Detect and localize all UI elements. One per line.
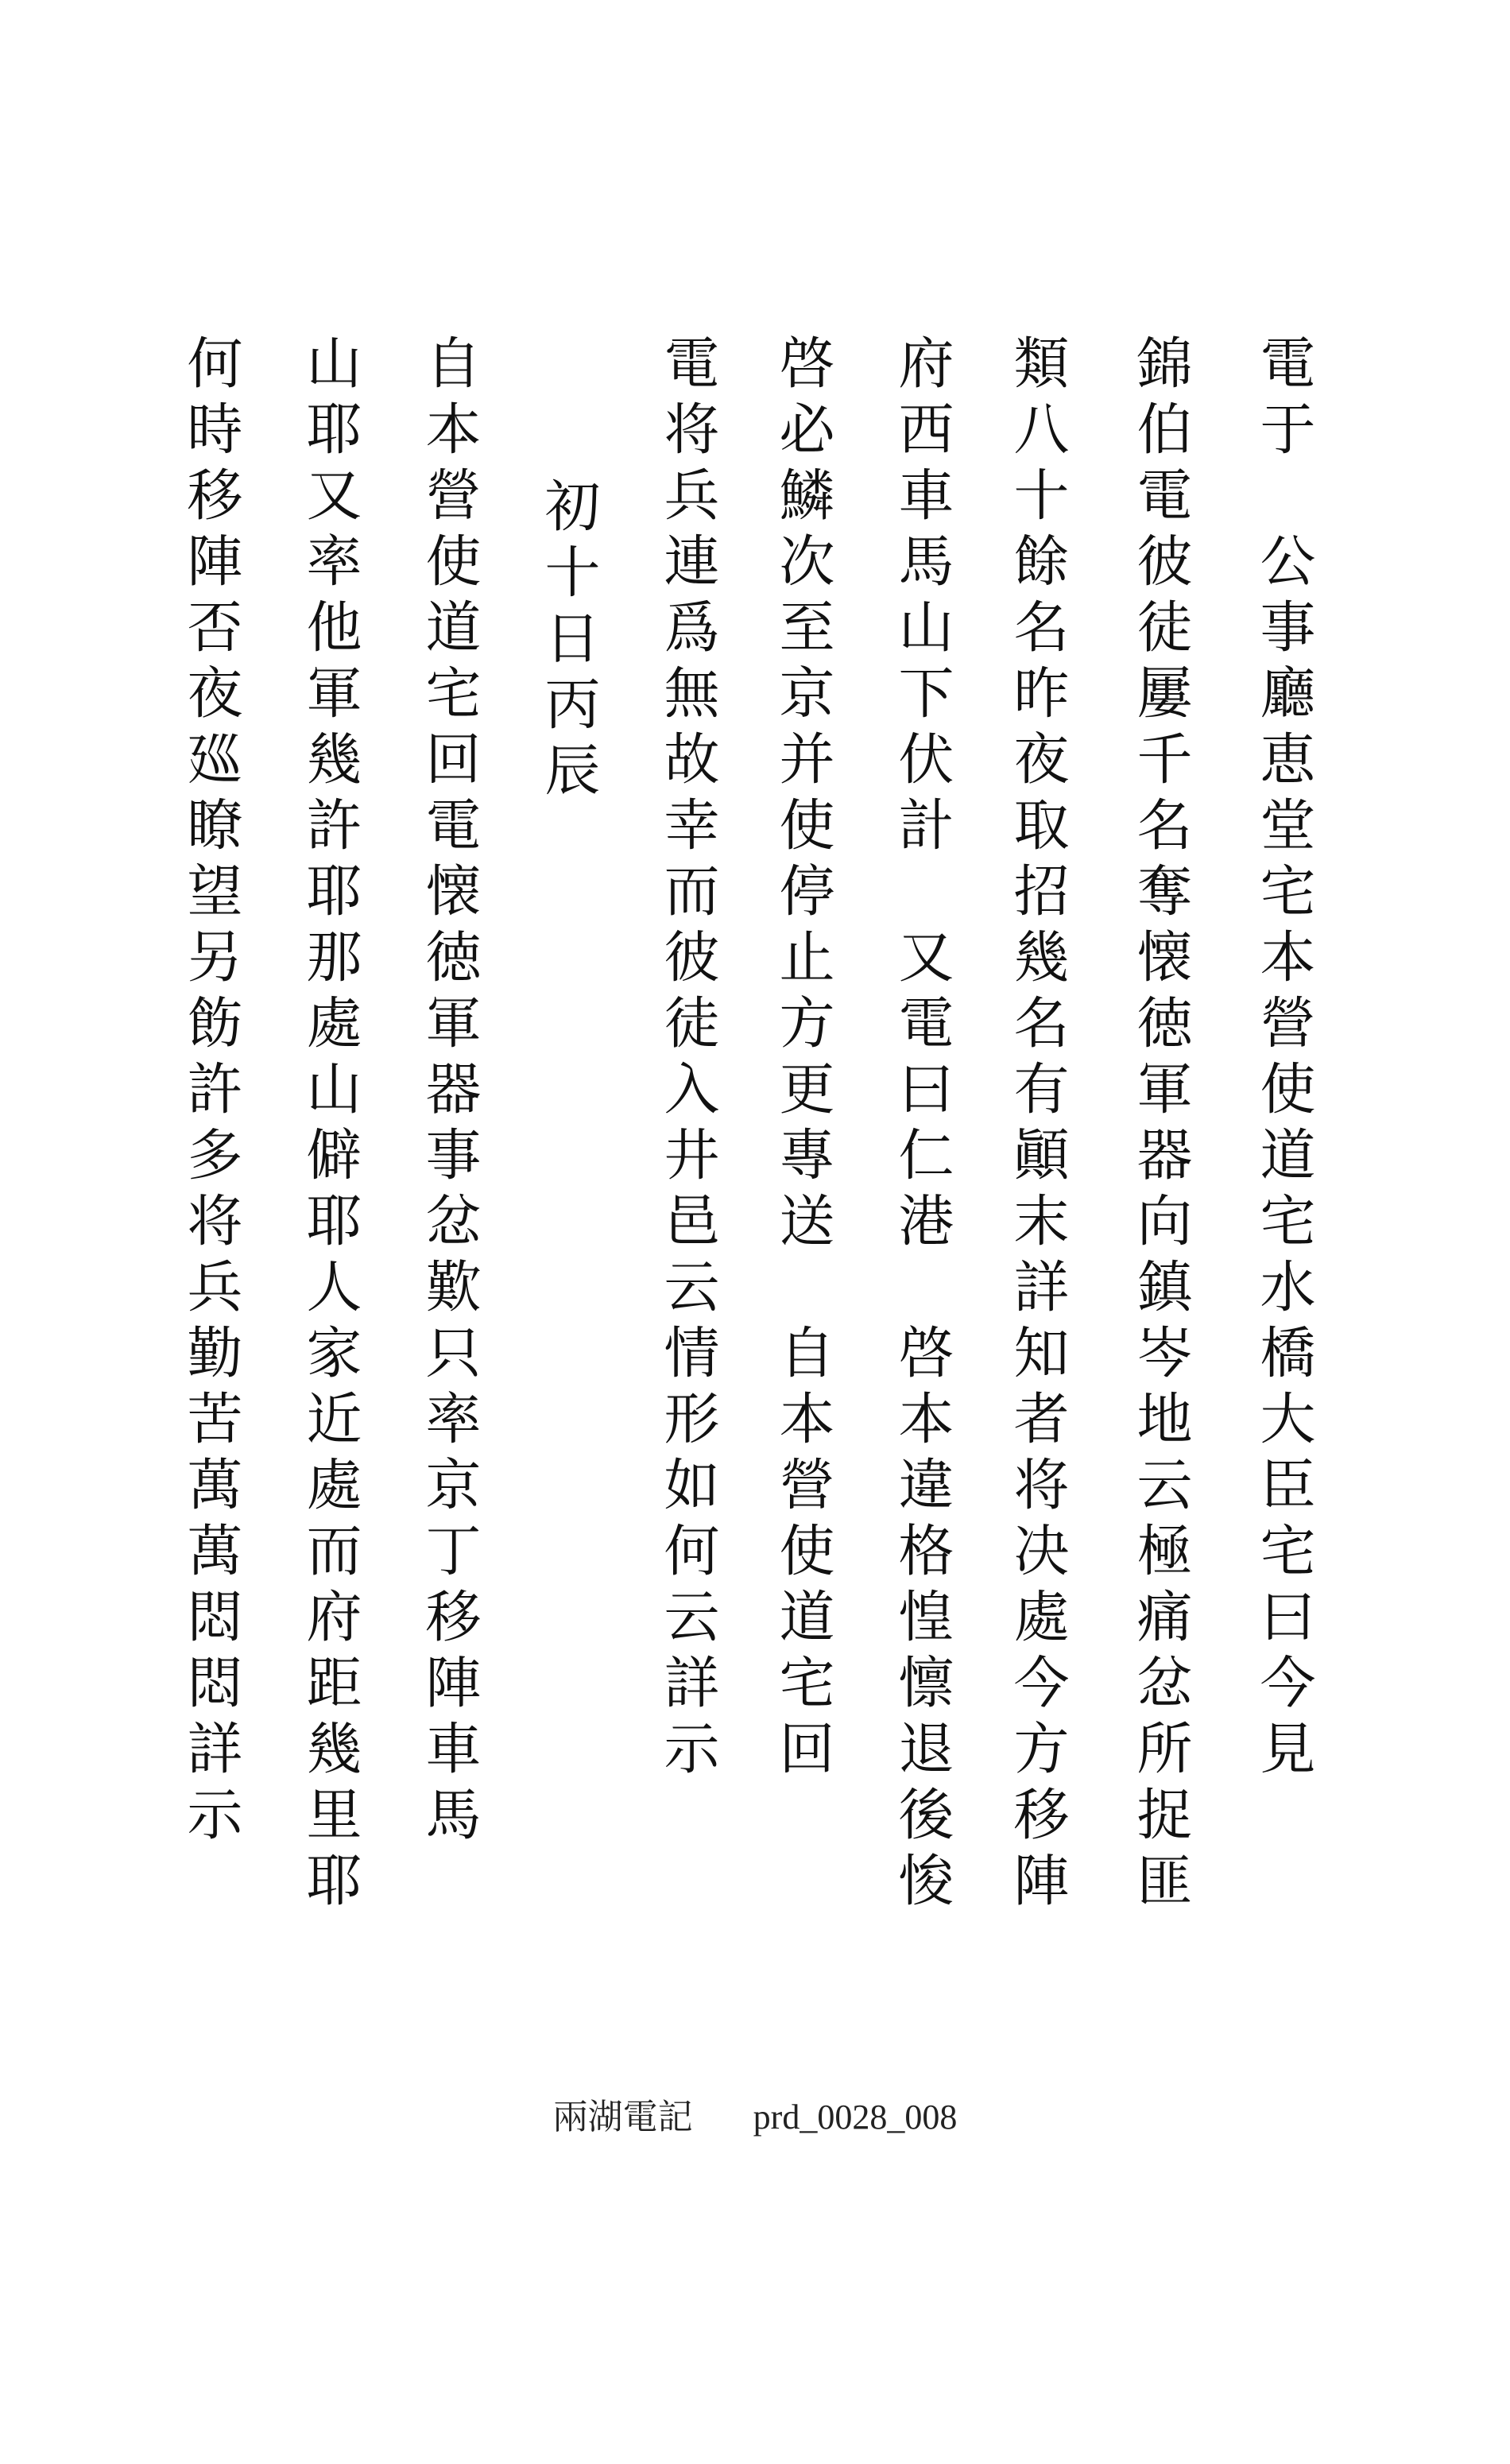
date-heading: 初十日丙辰 [536,477,601,807]
text-column-2: 錦伯電彼徒屢千名奪懐徳軍器向鎮岑地云極痛忿所捉匪 [1128,334,1193,1917]
footer-page-id: prd_0028_008 [753,2098,958,2137]
page-footer [0,2088,1510,2139]
text-column-9: 山耶又率他軍幾許耶那處山僻耶人家近處而府距幾里耶 [297,334,362,1917]
text-column-4: 府西車馬山下伏計 又電曰仁港 啓本違格惶懔退後悛 [889,334,954,1917]
text-column-3: 類八十餘名昨夜取招幾名有顚末詳知者将决處今方移陣 [1005,334,1070,1917]
text-column-8: 自本營使道宅回電懐徳軍器事忿歎只率京丁移陣車馬 [416,334,482,1851]
text-column-10: 何時移陣否夜廵瞭望另飭許多将兵勤苦萬萬悶悶詳示 [178,334,243,1851]
text-column-6: 電将兵連爲無故幸而彼徒入井邑云情形如何云詳示 [655,334,720,1785]
text-column-1: 電于 公事廳恵堂宅本營使道宅水橋大臣宅曰今見 [1251,334,1316,1785]
text-column-5: 啓必鱗次至京并使停止方更專送 自本營使道宅回 [770,334,835,1785]
footer-title: 兩湖電記 [552,2098,693,2137]
